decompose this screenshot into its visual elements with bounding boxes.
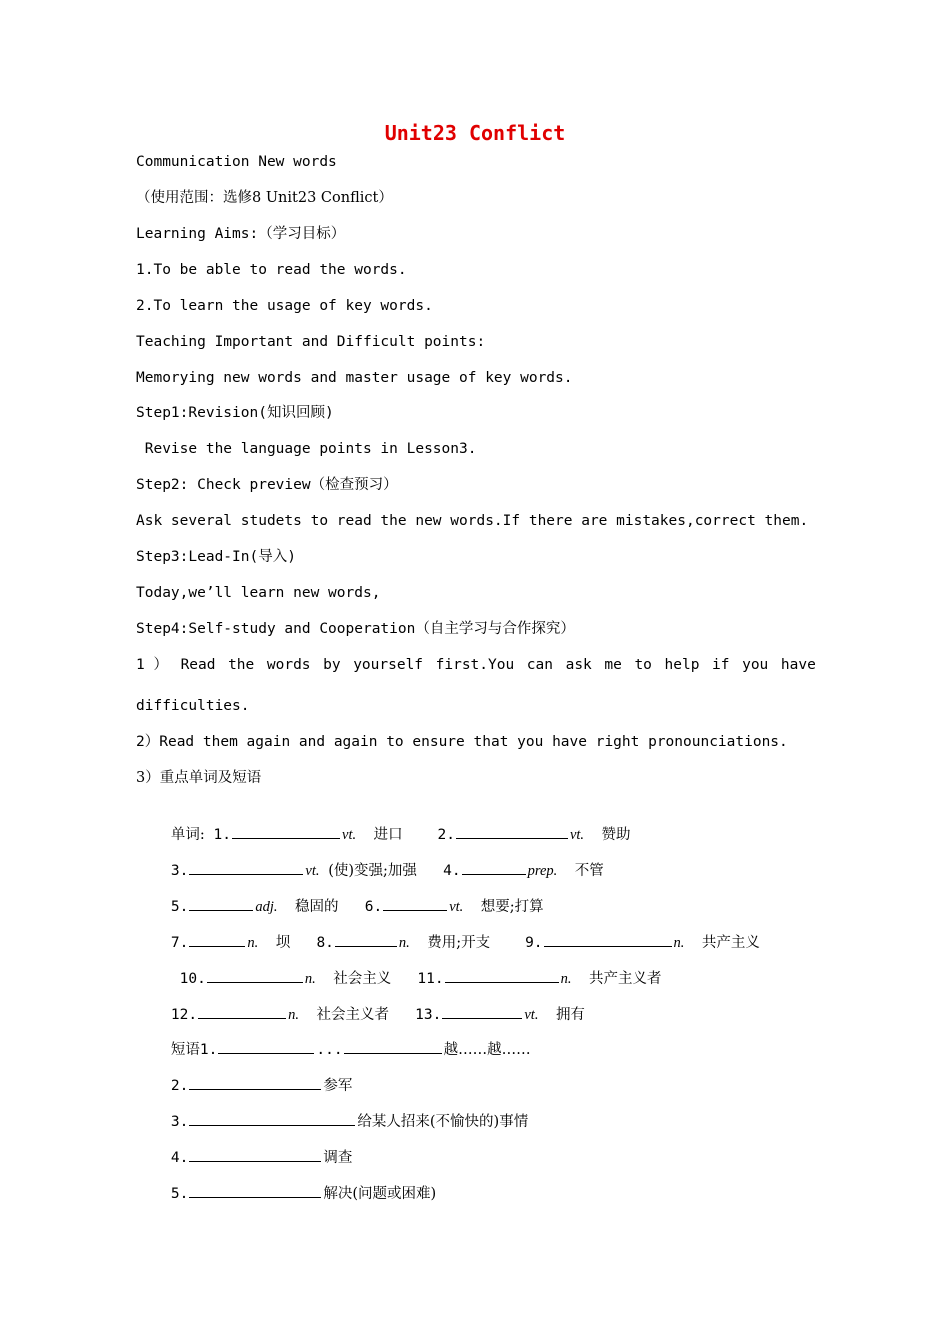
chinese-meaning: 不管 xyxy=(574,863,604,879)
usage-scope: （使用范围：选修8 Unit23 Conflict） xyxy=(136,190,393,206)
phrase-number: 2. xyxy=(170,1078,189,1094)
aim-2: 2.To learn the usage of key words. xyxy=(136,298,433,314)
chinese-meaning: 费用;开支 xyxy=(427,935,491,951)
part-of-speech: vt. xyxy=(342,827,357,843)
phrase-ellipsis: ... xyxy=(316,1042,343,1058)
item-1-word: have xyxy=(780,657,816,673)
vocab-number: 12. xyxy=(170,1007,198,1023)
item-1-word: if xyxy=(712,657,730,673)
part-of-speech: n. xyxy=(304,971,316,987)
part-of-speech: vt. xyxy=(524,1007,539,1023)
vocab-number: 3. xyxy=(170,863,189,879)
chinese-meaning: 解决(问题或困难) xyxy=(323,1186,437,1202)
answer-blank[interactable] xyxy=(218,1039,314,1054)
subtitle: Communication New words xyxy=(136,154,337,170)
aims-heading: Learning Aims:（学习目标） xyxy=(136,226,346,242)
answer-blank[interactable] xyxy=(198,1004,286,1019)
chinese-meaning: 调查 xyxy=(323,1150,353,1166)
item-1-word: to xyxy=(634,657,652,673)
phrase-number: 5. xyxy=(170,1186,189,1202)
points-text: Memorying new words and master usage of key words. xyxy=(136,370,573,386)
part-of-speech: n. xyxy=(398,935,410,951)
answer-blank[interactable] xyxy=(189,1111,355,1126)
words-label: 单词: xyxy=(170,827,205,843)
chinese-meaning: 共产主义者 xyxy=(588,971,662,987)
part-of-speech: adj. xyxy=(255,899,278,915)
part-of-speech: vt. xyxy=(305,863,320,879)
step4-heading: Step4:Self-study and Cooperation（自主学习与合作探究） xyxy=(136,621,575,637)
chinese-meaning: 稳固的 xyxy=(295,899,339,915)
item-1-word: the xyxy=(228,657,255,673)
answer-blank[interactable] xyxy=(544,932,672,947)
step2-heading: Step2: Check preview（检查预习） xyxy=(136,477,398,493)
answer-blank[interactable] xyxy=(189,1147,321,1162)
answer-blank[interactable] xyxy=(207,968,303,983)
step2-text: Ask several studets to read the new words.If there are mistakes,correct them. xyxy=(136,513,809,529)
document-title: Unit23 Conflict xyxy=(384,121,566,145)
chinese-meaning: 参军 xyxy=(323,1078,353,1094)
item-1-word: ask xyxy=(565,657,592,673)
item-1-word: 1 ） xyxy=(136,657,168,673)
vocab-number: 2. xyxy=(437,827,455,843)
chinese-meaning: 社会主义者 xyxy=(316,1007,389,1023)
answer-blank[interactable] xyxy=(335,932,397,947)
answer-blank[interactable] xyxy=(189,932,245,947)
phrase-number: 1. xyxy=(199,1042,218,1058)
item-3: 3）重点单词及短语 xyxy=(136,770,262,786)
chinese-meaning: 拥有 xyxy=(555,1007,585,1023)
part-of-speech: vt. xyxy=(569,827,585,843)
answer-blank[interactable] xyxy=(189,1183,321,1198)
phrase-number: 4. xyxy=(170,1150,189,1166)
chinese-meaning: 给某人招来(不愉快的)事情 xyxy=(357,1114,529,1130)
answer-blank[interactable] xyxy=(462,860,526,875)
item-1-word: you xyxy=(742,657,769,673)
part-of-speech: n. xyxy=(288,1007,299,1023)
vocab-number: 6. xyxy=(364,899,383,915)
vocab-number: 13. xyxy=(415,1007,442,1023)
phrase-number: 3. xyxy=(170,1114,189,1130)
step1-text: Revise the language points in Lesson3. xyxy=(136,441,477,457)
item-1-word: yourself xyxy=(353,657,424,673)
vocab-number: 4. xyxy=(443,863,461,879)
aim-1: 1.To be able to read the words. xyxy=(136,262,407,278)
part-of-speech: n. xyxy=(247,935,259,951)
chinese-meaning: 社会主义 xyxy=(333,971,392,987)
part-of-speech: n. xyxy=(560,971,572,987)
part-of-speech: n. xyxy=(673,935,685,951)
chinese-meaning: 赞助 xyxy=(601,827,631,843)
item-1-word: Read xyxy=(180,657,216,673)
vocab-number: 7. xyxy=(170,935,189,951)
item-1-line xyxy=(136,655,816,675)
step3-heading: Step3:Lead-In(导入) xyxy=(136,549,296,565)
chinese-meaning: 共产主义 xyxy=(701,935,760,951)
item-1-word: me xyxy=(604,657,622,673)
chinese-meaning: 想要;打算 xyxy=(480,899,544,915)
item-1-word: first.You xyxy=(435,657,515,673)
item-1-word: by xyxy=(323,657,341,673)
item-1-word: words xyxy=(266,657,311,673)
chinese-meaning: 坝 xyxy=(275,935,291,951)
vocab-number: 11. xyxy=(417,971,444,987)
chinese-meaning: 越……越…… xyxy=(443,1042,531,1058)
item-1-word: help xyxy=(664,657,700,673)
answer-blank[interactable] xyxy=(442,1004,522,1019)
phrases-label: 短语 xyxy=(170,1042,200,1058)
vocab-number: 5. xyxy=(170,899,189,915)
vocab-number: 8. xyxy=(316,935,334,951)
phrase-row-5 xyxy=(136,1163,436,1224)
points-heading: Teaching Important and Difficult points: xyxy=(136,334,486,350)
answer-blank[interactable] xyxy=(344,1039,442,1054)
answer-blank[interactable] xyxy=(232,824,340,839)
answer-blank[interactable] xyxy=(456,824,568,839)
chinese-meaning: 进口 xyxy=(373,827,403,843)
answer-blank[interactable] xyxy=(189,860,303,875)
vocab-number: 1. xyxy=(213,827,232,843)
step1-heading: Step1:Revision(知识回顾) xyxy=(136,405,334,421)
chinese-meaning: (使)变强;加强 xyxy=(328,863,417,879)
step3-text: Today,we’ll learn new words, xyxy=(136,585,381,601)
item-1-word: can xyxy=(526,657,553,673)
item-1-continued: difficulties. xyxy=(136,698,250,714)
vocab-number: 10. xyxy=(179,971,206,987)
answer-blank[interactable] xyxy=(189,896,253,911)
vocab-number: 9. xyxy=(525,935,543,951)
item-2: 2）Read them again and again to ensure that you have right pronounciations. xyxy=(136,734,788,750)
answer-blank[interactable] xyxy=(383,896,447,911)
answer-blank[interactable] xyxy=(445,968,559,983)
answer-blank[interactable] xyxy=(189,1075,321,1090)
part-of-speech: vt. xyxy=(449,899,464,915)
part-of-speech: prep. xyxy=(527,863,558,879)
